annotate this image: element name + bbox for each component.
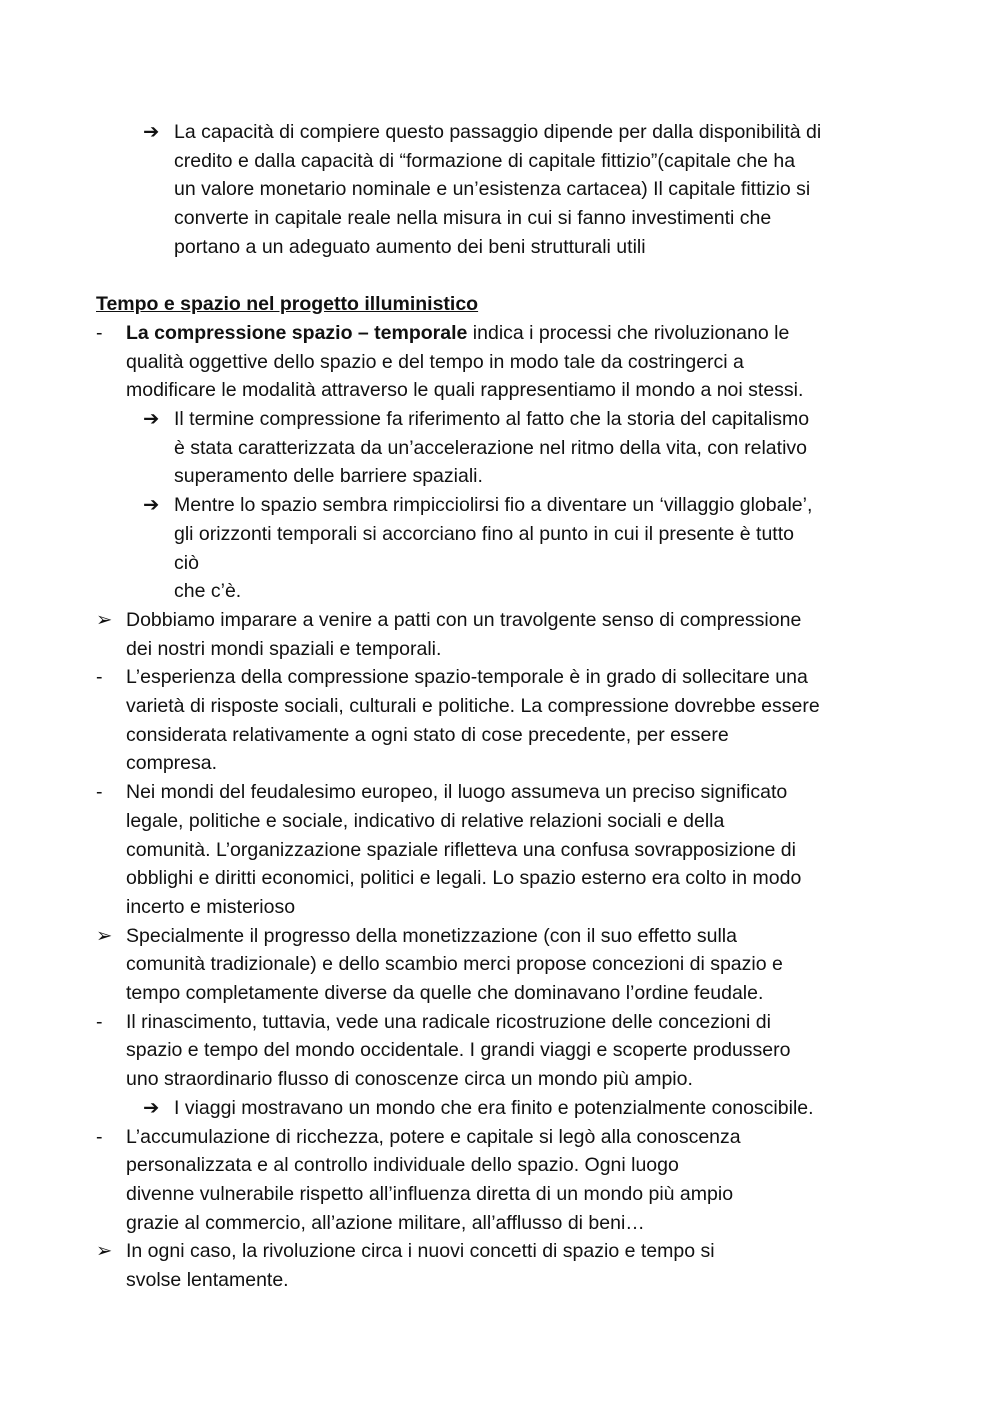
bullet-item [0, 1123, 1000, 1238]
line-rest: indica i processi che rivoluzionano le [467, 321, 790, 344]
bullet-text [126, 319, 900, 405]
text-line: ciò [174, 551, 199, 574]
dash-bullet-icon: - [96, 1125, 103, 1148]
text-line: un valore monetario nominale e un’esistenza cartacea) Il capitale fittizio si [174, 178, 811, 201]
text-line: dei nostri mondi spaziali e temporali. [126, 637, 442, 660]
text-line: è stata caratterizzata da un’accelerazione nel ritmo della vita, con relativo [174, 436, 807, 459]
text-line: grazie al commercio, all’azione militare, all’afflusso di beni… [126, 1211, 645, 1234]
text-line: varietà di risposte sociali, culturali e politiche. La compressione dovrebbe essere [126, 695, 820, 718]
text-line: L’accumulazione di ricchezza, potere e capitale si legò alla conoscenza [126, 1125, 741, 1148]
text-line: uno straordinario flusso di conoscenze circa un mondo più ampio. [126, 1068, 693, 1091]
text-line: Dobbiamo imparare a venire a patti con un travolgente senso di compressione [126, 608, 802, 631]
bullet-item [0, 1237, 1000, 1294]
bullet-text [126, 922, 900, 1008]
sub-bullet-item [0, 405, 1000, 491]
text-line: Mentre lo spazio sembra rimpicciolirsi fio a diventare un ‘villaggio globale’, [174, 494, 813, 517]
text-line: svolse lentamente. [126, 1269, 289, 1292]
bullet-text [174, 1094, 890, 1123]
text-line: divenne vulnerabile rispetto all’influenza diretta di un mondo più ampio [126, 1183, 734, 1205]
text-line: Il rinascimento, tuttavia, vede una radicale ricostruzione delle concezioni di [126, 1010, 771, 1033]
text-line: legale, politiche e sociale, indicativo di relative relazioni sociali e della [126, 809, 725, 832]
bullet-text [126, 1008, 900, 1094]
text-line [126, 319, 900, 348]
chevron-bullet-icon: ➢ [96, 608, 113, 631]
bullet-text [174, 405, 890, 491]
text-line: considerata relativamente a ogni stato di cose precedente, per essere [126, 723, 729, 746]
dash-bullet-icon: - [96, 666, 103, 689]
text-line: Specialmente il progresso della monetizzazione (con il suo effetto sulla [126, 924, 737, 947]
bullet-item [0, 778, 1000, 922]
bullet-item [0, 922, 1000, 1008]
bullet-text [174, 118, 890, 262]
text-line: spazio e tempo del mondo occidentale. I grandi viaggi e scoperte produssero [126, 1039, 791, 1062]
bullet-item [0, 663, 1000, 778]
document-page [0, 118, 1000, 1295]
dash-bullet-icon: - [96, 321, 103, 344]
bullet-text [126, 663, 900, 778]
text-line: obblighi e diritti economici, politici e legali. Lo spazio esterno era colto in modo [126, 867, 802, 890]
text-line: In ogni caso, la rivoluzione circa i nuovi concetti di spazio e tempo si [126, 1240, 715, 1263]
text-line: qualità oggettive dello spazio e del tempo in modo tale da costringerci a [126, 350, 744, 373]
arrow-bullet-icon: ➔ [143, 408, 160, 431]
dash-bullet-icon: - [96, 1010, 103, 1033]
bullet-text [126, 606, 900, 663]
text-line: comunità. L’organizzazione spaziale rifletteva una confusa sovrapposizione di [126, 838, 796, 861]
sub-bullet-item [0, 1094, 1000, 1123]
text-line: portano a un adeguato aumento dei beni strutturali utili [174, 235, 646, 258]
bullet-text [126, 778, 900, 922]
text-line: credito e dalla capacità di “formazione di capitale fittizio”(capitale che ha [174, 149, 796, 172]
text-line: personalizzata e al controllo individuale dello spazio. Ogni luogo [126, 1154, 679, 1177]
text-line: compresa. [126, 752, 218, 775]
text-line: I viaggi mostravano un mondo che era finito e potenzialmente conoscibile. [174, 1096, 814, 1119]
text-line: superamento delle barriere spaziali. [174, 465, 483, 488]
chevron-bullet-icon: ➢ [96, 1240, 113, 1263]
text-line: tempo completamente diverse da quelle che dominavano l’ordine feudale. [126, 982, 764, 1005]
bullet-text [174, 491, 890, 606]
text-line: gli orizzonti temporali si accorciano fino al punto in cui il presente è tutto [174, 522, 794, 545]
arrow-bullet-icon: ➔ [143, 1096, 160, 1119]
arrow-bullet-icon: ➔ [143, 494, 160, 517]
text-line: incerto e misterioso [126, 895, 296, 918]
text-line: Il termine compressione fa riferimento al fatto che la storia del capitalismo [174, 408, 810, 431]
arrow-bullet-icon: ➔ [143, 121, 160, 143]
bold-term: La compressione spazio – temporale [126, 321, 468, 344]
text-line: Nei mondi del feudalesimo europeo, il luogo assumeva un preciso significato [126, 781, 788, 804]
bullet-item [0, 606, 1000, 663]
document-body [0, 118, 1000, 1295]
bullet-item [0, 1008, 1000, 1094]
text-line: converte in capitale reale nella misura in cui si fanno investimenti che [174, 207, 772, 230]
text-line: che c’è. [174, 580, 242, 603]
text-line: La capacità di compiere questo passaggio dipende per dalla disponibilità di [174, 121, 822, 143]
bullet-text [126, 1123, 900, 1238]
text-line: L’esperienza della compressione spazio-temporale è in grado di sollecitare una [126, 666, 808, 689]
text-line: modificare le modalità attraverso le quali rappresentiamo il mondo a noi stessi. [126, 379, 804, 402]
dash-bullet-icon: - [96, 781, 103, 804]
bullet-text [126, 1237, 900, 1294]
chevron-bullet-icon: ➢ [96, 924, 113, 947]
section-heading: Tempo e spazio nel progetto illuministico [96, 293, 479, 316]
bullet-item [0, 319, 1000, 405]
sub-bullet-item [0, 491, 1000, 606]
sub-bullet-item [0, 118, 1000, 262]
text-line: comunità tradizionale) e dello scambio merci propose concezioni di spazio e [126, 953, 783, 976]
